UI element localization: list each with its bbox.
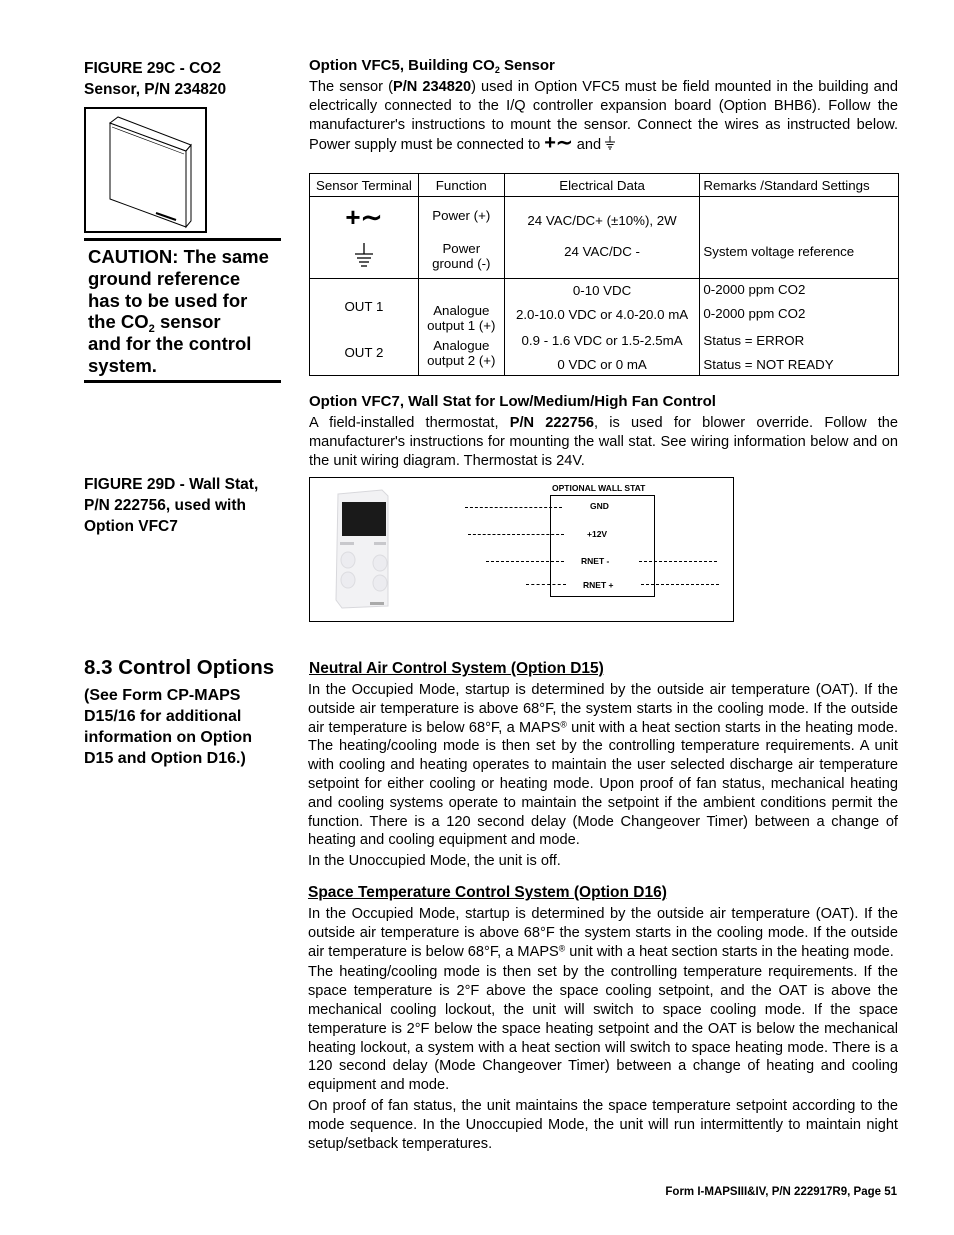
power-plus-ac-icon: +∼ (345, 202, 383, 232)
function-text: Analogue output 1 (+) (427, 303, 496, 333)
remarks-text: System voltage reference (703, 243, 855, 259)
registered-mark: ® (560, 719, 567, 730)
wire-rnet-plus-left (526, 584, 566, 585)
table-row (310, 279, 899, 376)
ground-icon (355, 243, 373, 272)
page-footer: Form I-MAPSIII&IV, P/N 222917R9, Page 51 (665, 1186, 897, 1198)
caption-line: Sensor, P/N 234820 (84, 81, 227, 98)
electrical-text: 24 VAC/DC - (564, 243, 640, 259)
caution-bottom-rule (84, 380, 281, 383)
caution-line: has to be used for (88, 289, 248, 311)
d15-heading: Neutral Air Control System (Option D15) (309, 660, 604, 677)
note-line: D15 and Option D16.) (84, 750, 246, 767)
remarks-text: 0-2000 ppm CO2 (703, 305, 806, 321)
text: A field-installed thermostat, (309, 415, 510, 431)
subscript: 2 (494, 65, 500, 76)
terminal-cell (310, 279, 419, 376)
heading-text: Sensor (499, 57, 555, 74)
electrical-text: 0 VDC or 0 mA (557, 356, 647, 372)
caution-line: system. (88, 354, 157, 376)
d16-heading: Space Temperature Control System (Option D16) (308, 884, 667, 901)
function-text: Power ground (-) (432, 240, 491, 271)
remarks-cell (700, 197, 899, 279)
terminal-text: OUT 2 (344, 344, 384, 360)
power-plus-ac-icon: +∼ (544, 132, 573, 155)
function-text: Power (+) (432, 208, 491, 223)
note-line: (See Form CP-MAPS (84, 687, 241, 704)
caution-text: sensor (154, 311, 221, 333)
co2-sensor-figure (84, 107, 207, 233)
co2-sensor-illustration-icon (86, 109, 205, 231)
wire-rnet-plus-right (641, 584, 719, 585)
section-note (84, 685, 252, 769)
heading-text: Option VFC5, Building CO (309, 57, 495, 74)
sensor-terminal-table (309, 173, 899, 376)
col-header: Electrical Data (504, 174, 700, 197)
electrical-cell (504, 279, 700, 376)
wall-thermostat-photo-icon (332, 488, 392, 608)
terminal-text: OUT 1 (344, 298, 384, 314)
figure-29c-caption (84, 58, 226, 100)
wire-12v (468, 534, 564, 535)
wall-stat-diagram (309, 477, 734, 622)
col-header: Sensor Terminal (310, 174, 419, 197)
remarks-cell (700, 279, 899, 376)
function-cell (418, 279, 504, 376)
function-cell (418, 197, 504, 279)
text: The sensor ( (309, 79, 393, 95)
electrical-text: 0.9 - 1.6 VDC or 1.5-2.5mA (521, 332, 683, 348)
electrical-text: 24 VAC/DC+ (±10%), 2W (527, 213, 677, 228)
d16-body (308, 905, 898, 1153)
electrical-text: 0-10 VDC (572, 282, 632, 298)
remarks-text (700, 198, 898, 244)
caution-line: ground reference (88, 267, 241, 289)
paragraph (308, 681, 898, 850)
wire-rnet-minus-right (639, 561, 717, 562)
registered-mark: ® (558, 943, 566, 954)
paragraph: In the Unoccupied Mode, the unit is off. (308, 853, 561, 870)
figure-29d-caption (84, 474, 258, 537)
terminal-12v: +12V (587, 529, 608, 539)
text: In the Occupied Mode, startup is determined by the outside air temperature (OAT). If the outside air temperature is above 68°F, the system starts in the cooling mode. If the outside air temperature is below 68°F, a MAPS (308, 682, 898, 736)
caption-line: P/N 222756, used with (84, 497, 246, 514)
electrical-text: 2.0-10.0 VDC or 4.0-20.0 mA (515, 306, 689, 322)
note-line: information on Option (84, 729, 252, 746)
text: , is used for blower override. Follow the manufacturer's instructions for mounting the wall stat. See wiring information below and on the unit wiring diagram. Thermostat is 24V. (309, 415, 898, 469)
paragraph: On proof of fan status, the unit maintains the space temperature setpoint according to the mode sequence. In the Unoccupied Mode, the unit will run intermittently to maintain night setup/setback temperatures. (308, 1097, 898, 1152)
vfc7-heading: Option VFC7, Wall Stat for Low/Medium/High Fan Control (309, 393, 716, 410)
text: unit with a heat section starts in the heating mode. The heating/cooling mode is then set by the controlling temperature requirements. A unit with cooling and heating operates to maintain the user selected discharge air temperature setpoint for either cooling or heating mode. Upon proof of fan status, mechanical heating and cooling systems operate to maintain the setpoint if the ambient conditions permit the function. There is a 120 second delay (Mode Changeover Timer) between a change of heating and cooling equipment and mode. (308, 719, 898, 849)
remarks-text: Status = ERROR (703, 332, 805, 348)
wire-gnd (465, 507, 562, 508)
part-number: P/N 234820 (392, 79, 472, 95)
col-header: Remarks /Standard Settings (700, 174, 899, 197)
vfc5-heading (309, 57, 555, 75)
terminal-gnd: GND (590, 501, 609, 511)
d15-body (308, 681, 898, 871)
part-number: P/N 222756 (509, 415, 594, 431)
paragraph: The heating/cooling mode is then set by the controlling temperature requirements. If the space temperature is 2°F above the space cooling setpoint, and the OAT is above the mechanical cooling lockout, the unit will switch to space cooling mode. If the space temperature is 2°F below the space heating setpoint and the OAT is below the mechanical heating lockout, a system with a heat section will switch to space heating mode. There is a 120 second delay (Mode Changeover Timer) between a change of heating and cooling equipment and mode. (308, 964, 898, 1094)
text: unit with a heat section starts in the heating mode. (565, 943, 894, 960)
wire-rnet-minus-left (486, 561, 564, 562)
vfc5-paragraph (309, 78, 898, 156)
paragraph (308, 905, 898, 961)
function-text: Analogue output 2 (+) (427, 338, 496, 368)
table-header-row (310, 174, 899, 197)
remarks-text: Status = NOT READY (703, 356, 834, 372)
diagram-title: OPTIONAL WALL STAT (552, 483, 646, 493)
caution-text: the CO (88, 311, 149, 333)
text: and (572, 137, 606, 154)
subscript: 2 (148, 323, 155, 336)
electrical-cell (504, 197, 700, 279)
remarks-text: 0-2000 ppm CO2 (703, 281, 806, 297)
caption-line: FIGURE 29C - CO2 (84, 60, 221, 77)
caution-note (88, 246, 283, 377)
caution-line: and for the control (88, 333, 252, 355)
caution-top-rule (84, 238, 281, 241)
table-row (310, 197, 899, 279)
terminal-rnet-minus: RNET - (581, 556, 610, 566)
caution-line (88, 311, 283, 336)
vfc7-paragraph (309, 414, 898, 470)
section-title: 8.3 Control Options (84, 656, 275, 679)
terminal-cell (310, 197, 419, 279)
text: In the Occupied Mode, startup is determined by the outside air temperature (OAT). If the outside air temperature is above 68°F the system starts in the cooling mode. If the outside air temperature is below 68°F, a MAPS (308, 906, 898, 960)
ground-icon (605, 136, 615, 156)
note-line: D15/16 for additional (84, 708, 242, 725)
terminal-rnet-plus: RNET + (583, 580, 614, 590)
caption-line: FIGURE 29D - Wall Stat, (84, 476, 259, 493)
text: ) used in Option VFC5 must be field mounted in the building and electrically connected to the I/Q controller expansion board (Option BHB6). Follow the manufacturer's instructions to mount the sensor. Connect the wires as instructed below. Power supply must be connected to (309, 79, 899, 154)
caution-line: CAUTION: The same (88, 246, 269, 267)
col-header: Function (418, 174, 504, 197)
caption-line: Option VFC7 (84, 518, 178, 535)
